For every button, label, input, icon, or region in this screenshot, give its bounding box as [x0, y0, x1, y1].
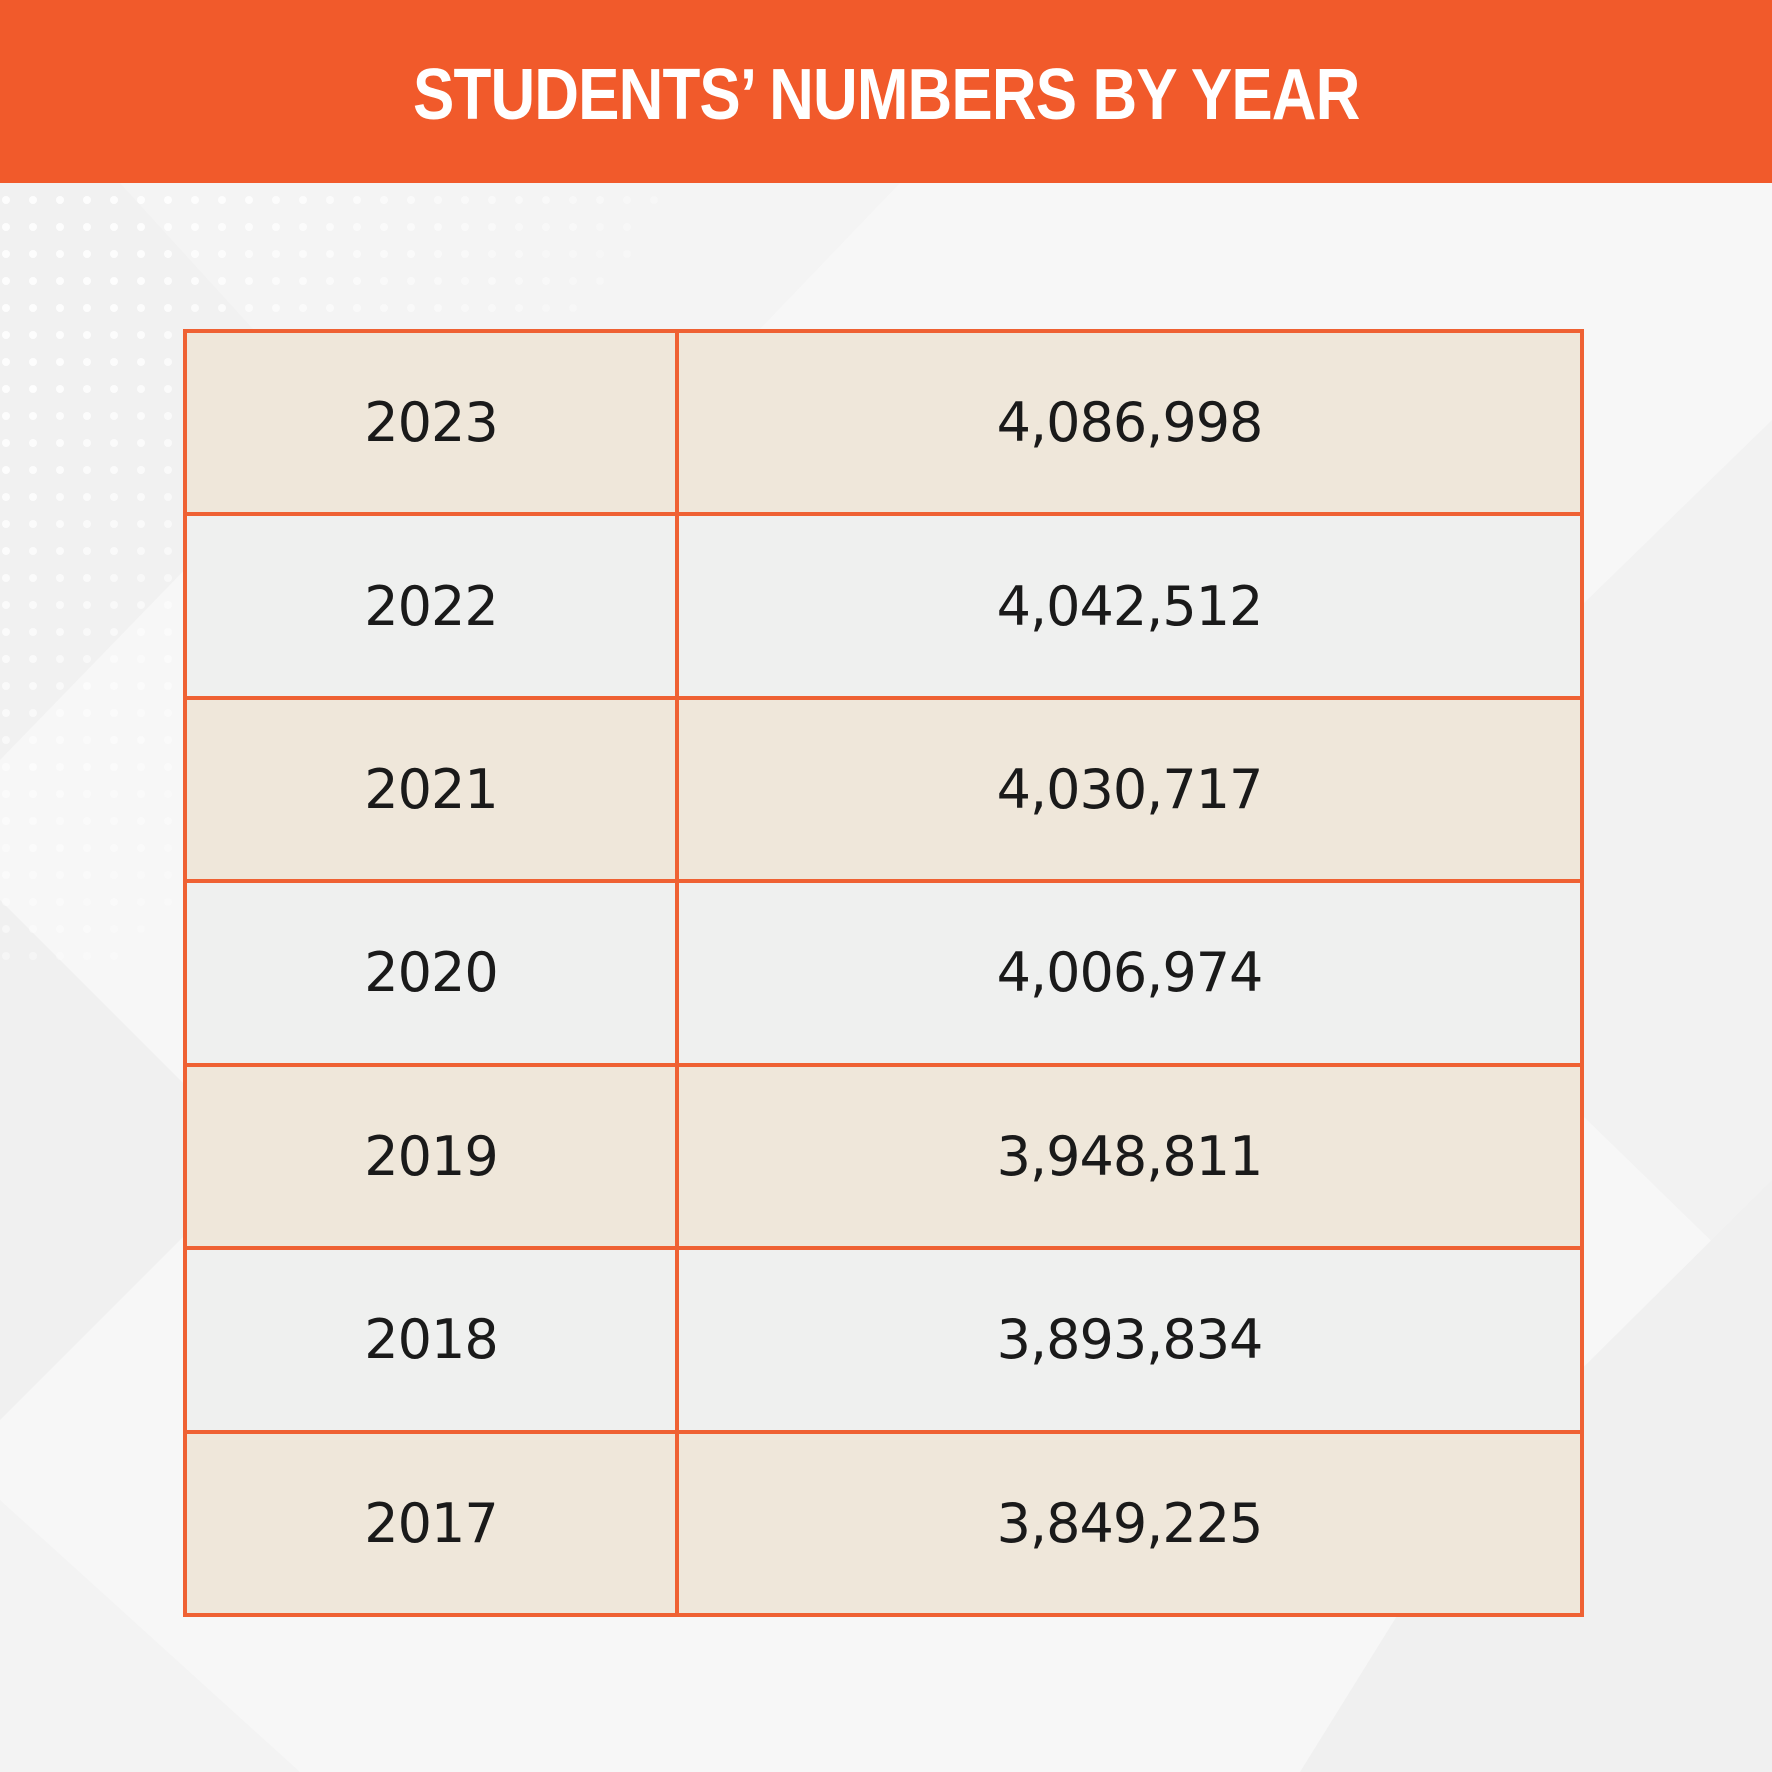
student-count-cell: 4,042,512 [677, 514, 1582, 697]
student-count-cell: 4,030,717 [677, 698, 1582, 881]
year-cell: 2023 [185, 331, 677, 514]
table-row [185, 514, 1582, 697]
table-row [185, 331, 1582, 514]
table-row [185, 881, 1582, 1064]
table-body [185, 331, 1582, 1615]
year-cell: 2018 [185, 1248, 677, 1431]
table-row [185, 698, 1582, 881]
header [0, 0, 1772, 183]
student-count-cell: 4,006,974 [677, 881, 1582, 1064]
year-cell: 2022 [185, 514, 677, 697]
year-cell: 2021 [185, 698, 677, 881]
student-count-cell: 3,893,834 [677, 1248, 1582, 1431]
student-numbers-table-container [183, 329, 1584, 1617]
table-row [185, 1248, 1582, 1431]
student-count-cell: 4,086,998 [677, 331, 1582, 514]
student-count-cell: 3,948,811 [677, 1065, 1582, 1248]
year-cell: 2020 [185, 881, 677, 1064]
table-row [185, 1065, 1582, 1248]
student-numbers-table [183, 329, 1584, 1617]
year-cell: 2019 [185, 1065, 677, 1248]
student-count-cell: 3,849,225 [677, 1432, 1582, 1615]
table-row [185, 1432, 1582, 1615]
page-title: STUDENTS’ NUMBERS BY YEAR [412, 54, 1360, 135]
year-cell: 2017 [185, 1432, 677, 1615]
